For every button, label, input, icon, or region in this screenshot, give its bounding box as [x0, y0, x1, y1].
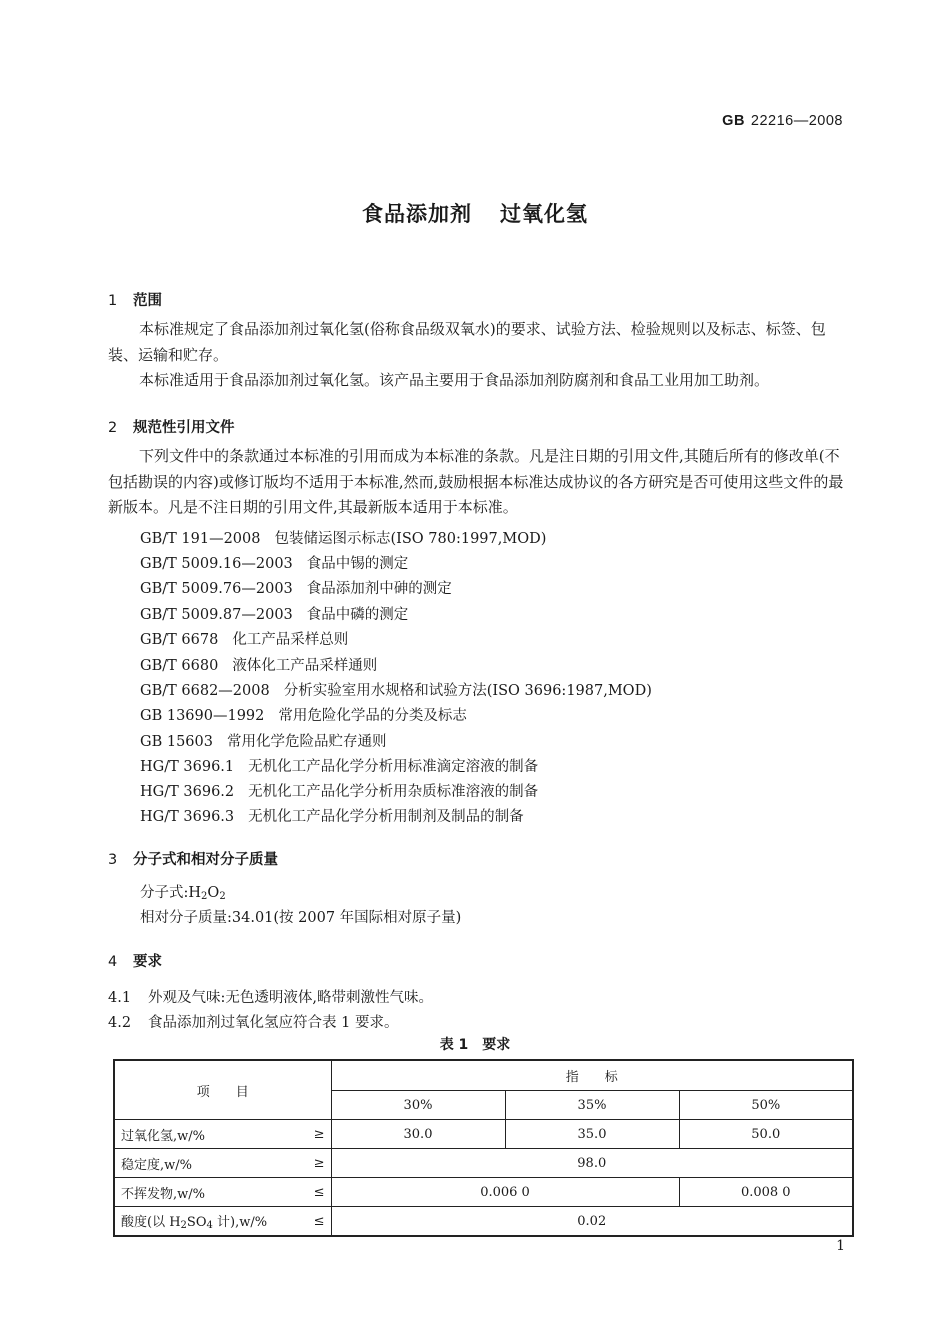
- table-row: [114, 1207, 853, 1237]
- section-3-heading: 3 分子式和相对分子质量: [108, 852, 278, 868]
- reference-item: GB/T 6682—2008 分析实验室用水规格和试验方法(ISO 3696:1987,MOD): [140, 683, 652, 699]
- table-caption: 表 1 要求: [439, 1037, 511, 1053]
- cell-value: 98.0: [331, 1149, 853, 1178]
- row-item: 不挥发物,w/% ≤: [114, 1178, 331, 1207]
- cell-value: 0.02: [331, 1207, 853, 1237]
- reference-item: GB/T 5009.16—2003 食品中锡的测定: [140, 556, 409, 572]
- grade-header: 50%: [679, 1091, 853, 1120]
- section-2-heading: 2 规范性引用文件: [108, 420, 235, 436]
- reference-item: GB/T 5009.76—2003 食品添加剂中砷的测定: [140, 581, 452, 597]
- reference-item: GB/T 5009.87—2003 食品中磷的测定: [140, 607, 409, 623]
- cell-value: 0.008 0: [679, 1178, 853, 1207]
- page-number: 1: [836, 1238, 845, 1254]
- reference-item: HG/T 3696.3 无机化工产品化学分析用制剂及制品的制备: [140, 809, 524, 825]
- reference-item: GB 15603 常用化学危险品贮存通则: [140, 734, 387, 750]
- molecular-mass: 相对分子质量:34.01(按 2007 年国际相对原子量): [140, 910, 462, 926]
- grade-header: 30%: [331, 1091, 505, 1120]
- table-row: [114, 1149, 853, 1178]
- reference-item: HG/T 3696.2 无机化工产品化学分析用杂质标准溶液的制备: [140, 784, 539, 800]
- header-item: 项 目: [114, 1060, 331, 1120]
- reference-item: GB/T 6680 液体化工产品采样通则: [140, 658, 378, 674]
- header-index: 指 标: [331, 1060, 853, 1091]
- cell-value: 0.006 0: [331, 1178, 679, 1207]
- section-1-heading: 1 范围: [108, 293, 162, 309]
- document-title: 食品添加剂 过氧化氢: [362, 202, 588, 226]
- molecular-formula: 分子式$:H_2O_2$: [140, 885, 226, 902]
- row-item: 过氧化氢,w/% ≥: [114, 1120, 331, 1149]
- reference-item: GB/T 191—2008 包装储运图示标志(ISO 780:1997,MOD): [140, 531, 547, 547]
- row-item: 稳定度,w/% ≥: [114, 1149, 331, 1178]
- clause-4-2: 4.2 食品添加剂过氧化氢应符合表 1 要求。: [108, 1015, 399, 1031]
- requirements-table: [113, 1059, 854, 1237]
- cell-value: 30.0: [331, 1120, 505, 1149]
- row-item: 酸度(以 $H_2SO_4$ 计),w/% ≤: [114, 1207, 331, 1237]
- standard-code: GB 22216—2008: [722, 113, 843, 129]
- cell-value: 50.0: [679, 1120, 853, 1149]
- section-1-paragraph-2: 本标准适用于食品添加剂过氧化氢。该产品主要用于食品添加剂防腐剂和食品工业用加工助剂。: [139, 371, 770, 389]
- reference-item: GB/T 6678 化工产品采样总则: [140, 632, 349, 648]
- cell-value: 35.0: [505, 1120, 679, 1149]
- grade-header: 35%: [505, 1091, 679, 1120]
- section-2-paragraph: 下列文件中的条款通过本标准的引用而成为本标准的条款。凡是注日期的引用文件,其随后所有的修改单(不包括勘误的内容)或修订版均不适用于本标准,然而,鼓励根据本标准达成协议的各方研究是否可使用这些文件的最新版本。凡是不注日期的引用文件,其最新版本适用于本标准。: [108, 447, 844, 516]
- reference-item: GB 13690—1992 常用危险化学品的分类及标志: [140, 708, 467, 724]
- table-row: [114, 1120, 853, 1149]
- section-4-heading: 4 要求: [108, 954, 162, 970]
- clause-4-1: 4.1 外观及气味:无色透明液体,略带刺激性气味。: [108, 990, 433, 1006]
- reference-item: HG/T 3696.1 无机化工产品化学分析用标准滴定溶液的制备: [140, 759, 539, 775]
- table-row: [114, 1178, 853, 1207]
- section-1-paragraph-1: 本标准规定了食品添加剂过氧化氢(俗称食品级双氧水)的要求、试验方法、检验规则以及标志、标签、包装、运输和贮存。: [108, 320, 826, 364]
